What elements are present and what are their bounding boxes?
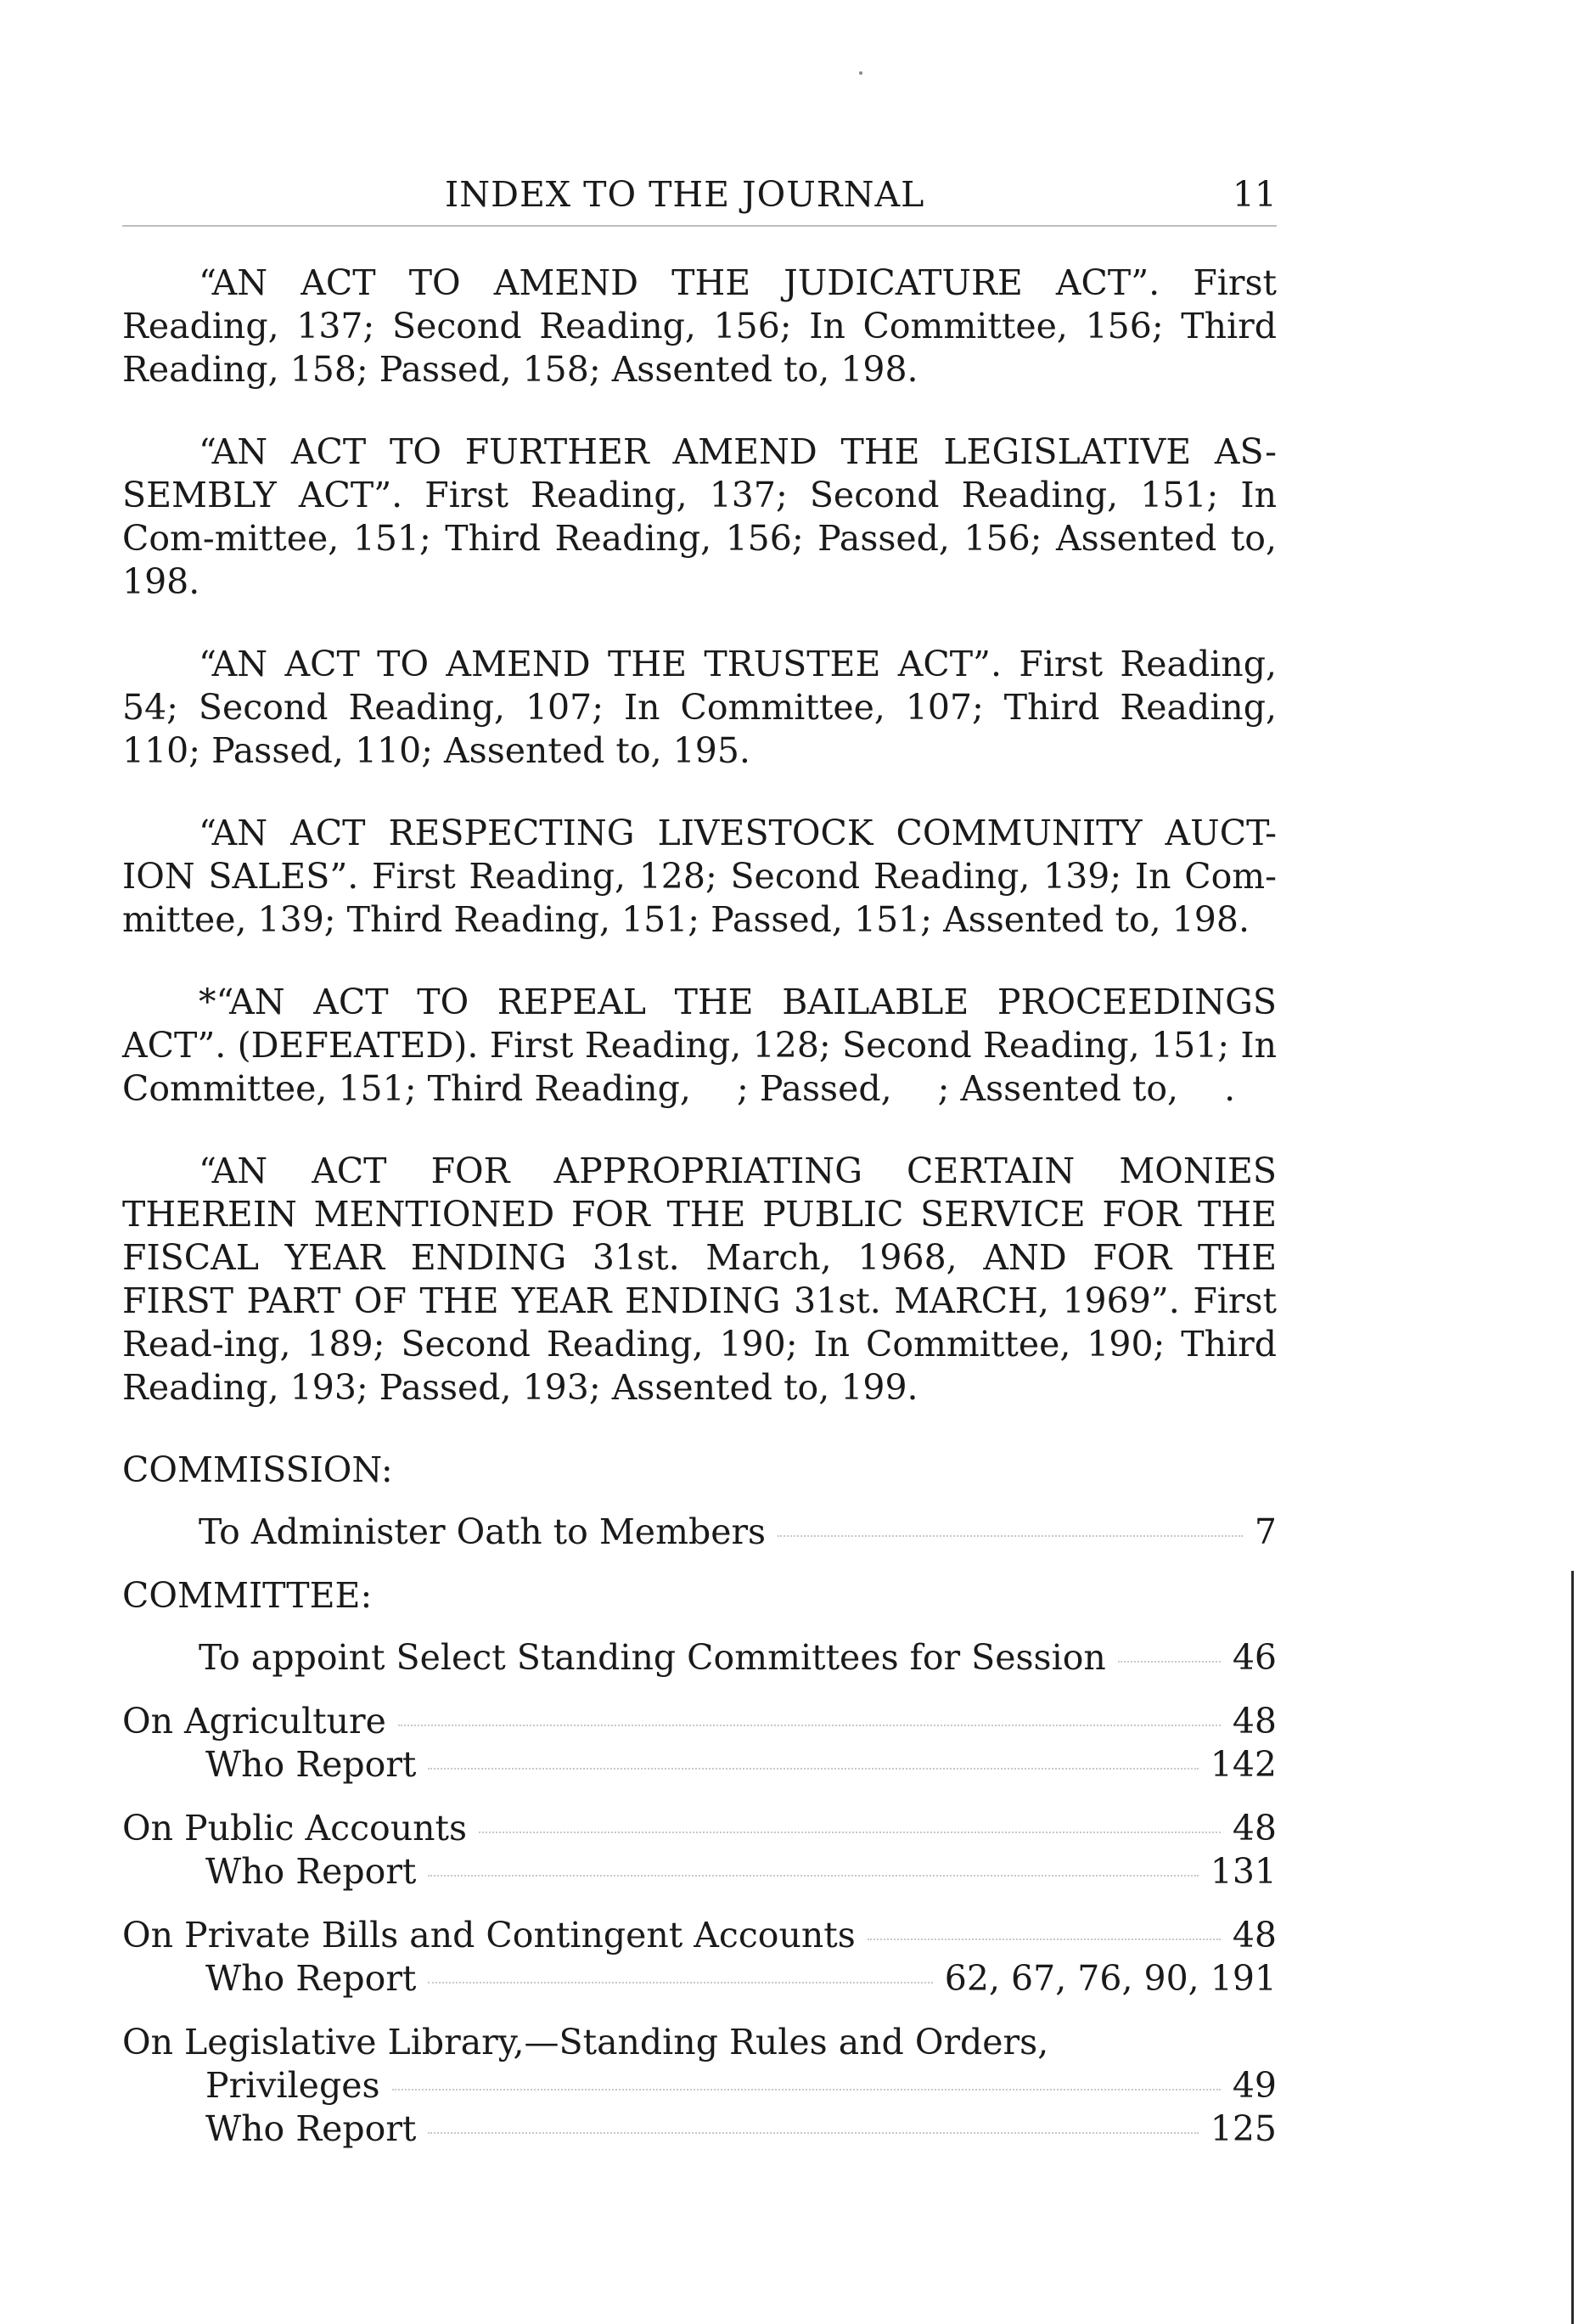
dot-leader xyxy=(428,1875,1198,1877)
committee-heading: COMMITTEE: xyxy=(122,1575,373,1616)
committee-library-report-row xyxy=(122,2107,1277,2151)
committee-agriculture-report-row xyxy=(122,1743,1277,1787)
scan-edge-line xyxy=(1571,1571,1574,2324)
committee-private-bills-label: On Private Bills and Contingent Accounts xyxy=(122,1915,856,1955)
committee-public-accounts-block xyxy=(122,1807,1277,1894)
commission-oath-label: To Administer Oath to Members xyxy=(199,1511,767,1552)
committee-public-accounts-report-row xyxy=(122,1850,1277,1894)
committee-library-privileges-row xyxy=(122,2064,1277,2107)
page-number: 11 xyxy=(1232,174,1277,215)
committee-public-accounts-report-page: 131 xyxy=(1210,1851,1277,1892)
committee-library-report-page: 125 xyxy=(1210,2108,1277,2149)
page-header xyxy=(122,174,1277,227)
committee-appoint-label: To appoint Select Standing Committees for Session xyxy=(199,1637,1106,1678)
committee-library-page: 49 xyxy=(1232,2065,1277,2106)
committee-agriculture-report-label: Who Report xyxy=(205,1744,417,1785)
dot-leader xyxy=(398,1725,1221,1726)
committee-public-accounts-report-label: Who Report xyxy=(205,1851,417,1892)
committee-public-accounts-row xyxy=(122,1807,1277,1850)
dot-leader xyxy=(778,1535,1243,1537)
committee-public-accounts-label: On Public Accounts xyxy=(122,1808,468,1849)
entry-judicature-act: “AN ACT TO AMEND THE JUDICATURE ACT”. First Reading, 137; Second Reading, 156; In Committee, 156; Third Reading, 158; Passed, 158; Assented to, 198. xyxy=(122,262,1277,390)
index-entries xyxy=(122,262,1277,2171)
committee-appoint-block xyxy=(122,1636,1277,1680)
committee-private-bills-page: 48 xyxy=(1232,1915,1277,1955)
commission-heading: COMMISSION: xyxy=(122,1449,393,1490)
entry-appropriation-act: “AN ACT FOR APPROPRIATING CERTAIN MONIES THEREIN MENTIONED FOR THE PUBLIC SERVICE FOR THE FISCAL YEAR ENDING 31st. March, 1968, AND FOR THE FIRST PART OF THE YEAR ENDING 31st. MARCH, 1969”. First Read-ing, 189; Second Reading, 190; In Committee, 190; Third Reading, 193; Passed, 193; Assented to, 199. xyxy=(122,1151,1277,1408)
committee-library-privileges-label: Privileges xyxy=(205,2065,380,2106)
dot-leader xyxy=(1118,1661,1221,1663)
commission-block xyxy=(122,1511,1277,1554)
dot-leader xyxy=(868,1939,1221,1940)
entry-legislative-assembly-act: “AN ACT TO FURTHER AMEND THE LEGISLATIVE AS-SEMBLY ACT”. First Reading, 137; Second Reading, 151; In Com-mittee, 151; Third Reading, 156; Passed, 156; Assented to, 198. xyxy=(122,431,1277,602)
dot-leader xyxy=(428,2132,1198,2134)
committee-private-bills-report-label: Who Report xyxy=(205,1958,417,1999)
committee-private-bills-block xyxy=(122,1914,1277,2000)
committee-public-accounts-page: 48 xyxy=(1232,1808,1277,1849)
committee-private-bills-report-row xyxy=(122,1957,1277,2000)
committee-agriculture-block xyxy=(122,1700,1277,1787)
committee-library-block xyxy=(122,2021,1277,2151)
page-speck xyxy=(859,71,862,75)
committee-library-label: On Legislative Library,—Standing Rules and Orders, xyxy=(122,2022,1049,2062)
dot-leader xyxy=(428,1768,1198,1770)
entry-trustee-act: “AN ACT TO AMEND THE TRUSTEE ACT”. First Reading, 54; Second Reading, 107; In Committee, 107; Third Reading, 110; Passed, 110; Assented to, 195. xyxy=(122,644,1277,771)
dot-leader xyxy=(428,1982,932,1984)
dot-leader xyxy=(392,2089,1221,2090)
committee-private-bills-report-pages: 62, 67, 76, 90, 191 xyxy=(944,1958,1277,1999)
entry-bailable-proceedings-act: *“AN ACT TO REPEAL THE BAILABLE PROCEEDINGS ACT”. (DEFEATED). First Reading, 128; Second Reading, 151; In Committee, 151; Third Reading, ; Passed, ; Assented to, . xyxy=(122,982,1277,1109)
committee-agriculture-report-page: 142 xyxy=(1210,1744,1277,1785)
entry-livestock-auction-act: “AN ACT RESPECTING LIVESTOCK COMMUNITY AUCT-ION SALES”. First Reading, 128; Second Reading, 139; In Com-mittee, 139; Third Reading, 151; Passed, 151; Assented to, 198. xyxy=(122,813,1277,940)
commission-oath-row xyxy=(122,1511,1277,1554)
committee-library-report-label: Who Report xyxy=(205,2108,417,2149)
commission-oath-page: 7 xyxy=(1254,1511,1277,1552)
committee-appoint-row xyxy=(122,1636,1277,1680)
committee-agriculture-page: 48 xyxy=(1232,1701,1277,1742)
committee-agriculture-label: On Agriculture xyxy=(122,1701,386,1742)
committee-private-bills-row xyxy=(122,1914,1277,1957)
dot-leader xyxy=(479,1832,1221,1833)
committee-appoint-page: 46 xyxy=(1232,1637,1277,1678)
committee-agriculture-row xyxy=(122,1700,1277,1743)
running-title: INDEX TO THE JOURNAL xyxy=(445,174,925,215)
